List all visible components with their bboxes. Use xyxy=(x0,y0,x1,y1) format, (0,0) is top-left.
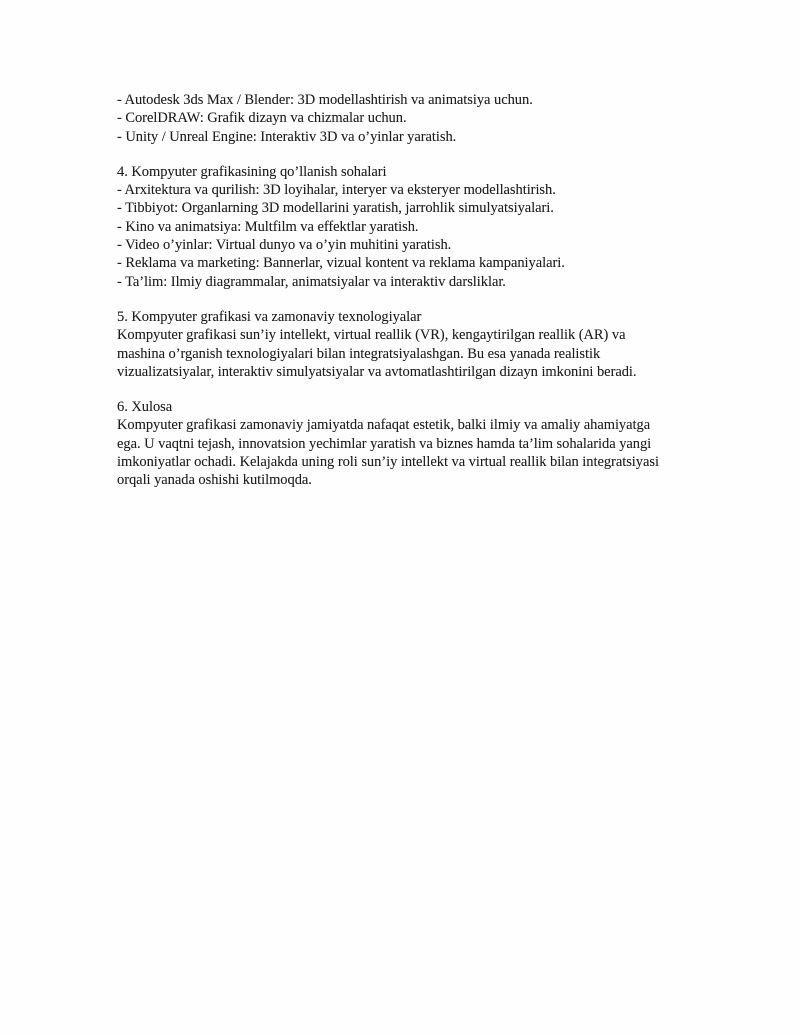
section-heading: 4. Kompyuter grafikasining qo’llanish sohalari xyxy=(117,163,387,180)
text-line: - Arxitektura va qurilish: 3D loyihalar, interyer va eksteryer modellashtirish. xyxy=(117,182,556,199)
text-line: Kompyuter grafikasi sun’iy intellekt, virtual reallik (VR), kengaytirilgan reallik (AR) va xyxy=(117,327,626,344)
text-line: - Unity / Unreal Engine: Interaktiv 3D va o’yinlar yaratish. xyxy=(117,128,457,145)
text-line: - Autodesk 3ds Max / Blender: 3D modellashtirish va animatsiya uchun. xyxy=(117,92,533,108)
text-line: imkoniyatlar ochadi. Kelajakda uning roli sun’iy intellekt va virtual reallik bilan integratsiyasi xyxy=(117,454,659,471)
text-line: - Tibbiyot: Organlarning 3D modellarini yaratish, jarrohlik simulyatsiyalari. xyxy=(117,200,554,217)
text-line: vizualizatsiyalar, interaktiv simulyatsiyalar va avtomatlashtirilgan dizayn imkonini beradi. xyxy=(117,363,637,380)
text-line: - Reklama va marketing: Bannerlar, vizual kontent va reklama kampaniyalari. xyxy=(117,255,565,272)
section-heading: 5. Kompyuter grafikasi va zamonaviy texnologiyalar xyxy=(117,308,422,325)
section-qollanish-sohalari xyxy=(117,163,707,291)
text-line: Kompyuter grafikasi zamonaviy jamiyatda nafaqat estetik, balki ilmiy va amaliy ahamiyatga xyxy=(117,417,651,434)
text-line: - Ta’lim: Ilmiy diagrammalar, animatsiyalar va interaktiv darsliklar. xyxy=(117,273,506,290)
section-xulosa xyxy=(117,398,707,489)
text-line: - Kino va animatsiya: Multfilm va effektlar yaratish. xyxy=(117,218,419,235)
document-content xyxy=(117,91,707,490)
section-heading: 6. Xulosa xyxy=(117,399,173,416)
text-line: orqali yanada oshishi kutilmoqda. xyxy=(117,472,312,489)
text-line: - Video o’yinlar: Virtual dunyo va o’yin muhitini yaratish. xyxy=(117,237,452,254)
text-line: ega. U vaqtni tejash, innovatsion yechimlar yaratish va biznes hamda ta’lim sohalarida yangi xyxy=(117,435,652,452)
section-software-list xyxy=(117,91,707,146)
text-line: - CorelDRAW: Grafik dizayn va chizmalar uchun. xyxy=(117,110,407,127)
section-zamonaviy-texnologiyalar xyxy=(117,308,707,381)
text-line: mashina o’rganish texnologiyalari bilan integratsiyalashgan. Bu esa yanada realistik xyxy=(117,345,601,362)
